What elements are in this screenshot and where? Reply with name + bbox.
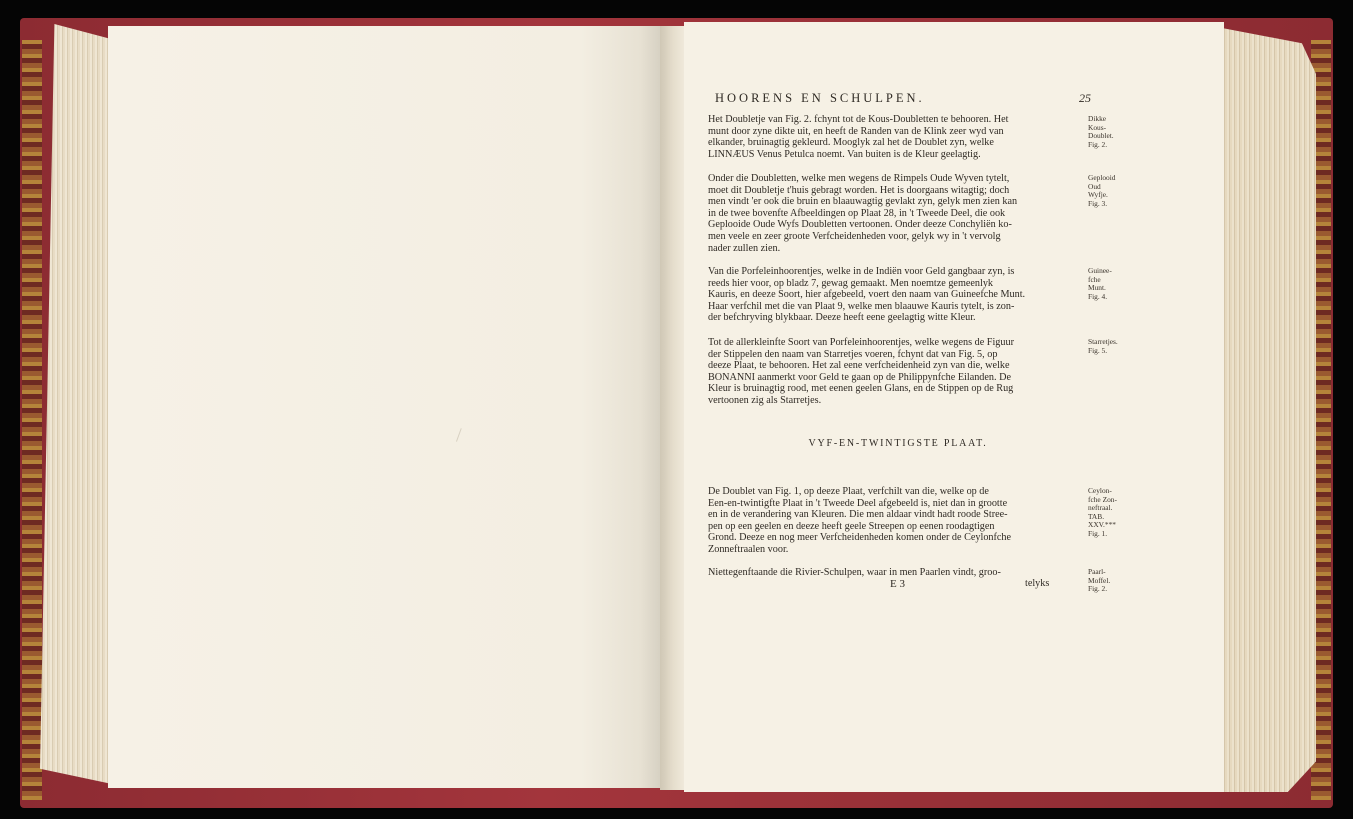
text-line: Van die Porfeleinhoorentjes, welke in de Indiën voor Geld gangbaar zyn, is xyxy=(708,266,1015,277)
text-line: in de twee bovenfte Afbeeldingen op Plaat 28, in 't Tweede Deel, die ook xyxy=(708,207,1006,219)
text-line: elkander, bruinagtig gekleurd. Mooglyk zal het de Doublet zyn, welke xyxy=(708,137,994,149)
text-line: Kleur is bruinagtig rood, met eenen geelen Glans, en de Stippen op de Rug xyxy=(708,383,1014,395)
text-line: Zonneftraalen voor. xyxy=(708,543,789,555)
text-line: der Stippelen den naam van Starretjes voeren, fchynt dat van Fig. 5, op xyxy=(708,348,998,360)
paragraph-3 xyxy=(708,266,1086,324)
text-line: Niettegenftaande die Rivier-Schulpen, waar in men Paarlen vindt, groo- xyxy=(708,567,1001,578)
running-header xyxy=(715,91,1091,105)
gutter xyxy=(660,26,686,790)
margin-note-4: Starretjes. Fig. 5. xyxy=(1088,337,1118,355)
section-title: VYF-EN-TWINTIGSTE PLAAT. xyxy=(808,438,988,449)
page-edges-right xyxy=(1222,28,1316,792)
text-line: Geplooide Oude Wyfs Doubletten vertoonen. Onder deeze Conchyliën ko- xyxy=(708,219,1012,231)
margin-note-5: Ceylon- fche Zon- neftraal. TAB. XXV.*** Fig. 1. xyxy=(1088,486,1117,538)
text-line: moet dit Doubletje t'huis gebragt worden. Het is doorgaans witagtig; doch xyxy=(708,184,1010,196)
text-line: De Doublet van Fig. 1, op deeze Plaat, verfchilt van die, welke op de xyxy=(708,486,989,497)
paragraph-5 xyxy=(708,486,1086,556)
text-line: en in de verandering van Kleuren. Die men aldaar vindt hadt roode Stree- xyxy=(708,509,1008,521)
text-line: men veele en zeer groote Verfcheidenheden voor, gelyk wy in 't vervolg xyxy=(708,230,1001,242)
text-line: munt door zyne dikte uit, en heeft de Randen van de Klink zeer wyd van xyxy=(708,125,1004,137)
text-line: Onder die Doubletten, welke men wegens de Rimpels Oude Wyven tytelt, xyxy=(708,173,1010,184)
binding-left xyxy=(22,40,42,800)
text-line: Tot de allerkleinfte Soort van Porfeleinhoorentjes, welke wegens de Figuur xyxy=(708,337,1014,348)
text-line: reeds hier voor, op bladz 7, gewag gemaakt. Men noemtze gemeenlyk xyxy=(708,277,994,289)
text-line: Het Doubletje van Fig. 2. fchynt tot de Kous-Doubletten te behooren. Het xyxy=(708,114,1009,125)
text-line: der befchryving blykbaar. Deeze heeft eene geelagtig witte Kleur. xyxy=(708,312,976,324)
margin-note-2: Geplooid Oud Wyfje. Fig. 3. xyxy=(1088,173,1116,208)
text-line: LINNÆUS Venus Petulca noemt. Van buiten is de Kleur geelagtig. xyxy=(708,148,981,160)
paragraph-1 xyxy=(708,114,1086,160)
margin-note-1: Dikke Kous- Doublet. Fig. 2. xyxy=(1088,114,1114,149)
paragraph-4 xyxy=(708,337,1086,407)
left-page-blank xyxy=(108,26,664,788)
text-line: pen op een geelen en deeze heeft geele Streepen op eenen roodagtigen xyxy=(708,520,995,532)
text-line: Haar verfchil met die van Plaat 9, welke men blaauwe Kauris tytelt, is zon- xyxy=(708,300,1015,312)
text-line: nader zullen zien. xyxy=(708,242,781,254)
page-number: 25 xyxy=(1079,91,1091,105)
text-line: Kauris, en deeze Soort, hier afgebeeld, voert den naam van Guineefche Munt. xyxy=(708,289,1026,301)
text-line: men vindt 'er ook die bruin en blaauwagtig gevlakt zyn, gelyk men zien kan xyxy=(708,196,1018,208)
header-title: HOORENS EN SCHULPEN. xyxy=(715,91,925,105)
margin-note-3: Guinee- fche Munt. Fig. 4. xyxy=(1088,266,1112,301)
text-line: BONANNI aanmerkt voor Geld te gaan op de Philippynfche Eilanden. De xyxy=(708,371,1011,383)
text-line: Een-en-twintigfte Plaat in 't Tweede Deel afgebeeld is, niet dan in grootte xyxy=(708,497,1008,509)
text-line: vertoonen zig als Starretjes. xyxy=(708,394,822,406)
text-line: deeze Plaat, te behooren. Het zal eene verfcheidenheid zyn van die, welke xyxy=(708,360,1010,372)
paragraph-6 xyxy=(708,567,1086,579)
catchword: telyks xyxy=(1025,578,1050,589)
margin-note-6: Paarl- Moffel. Fig. 2. xyxy=(1088,567,1111,594)
fold-shadow xyxy=(640,26,662,788)
text-line: Grond. Deeze en nog meer Verfcheidenheden komen onder de Ceylonfche xyxy=(708,532,1012,544)
signature-mark: E 3 xyxy=(890,578,905,590)
paragraph-2 xyxy=(708,173,1086,254)
